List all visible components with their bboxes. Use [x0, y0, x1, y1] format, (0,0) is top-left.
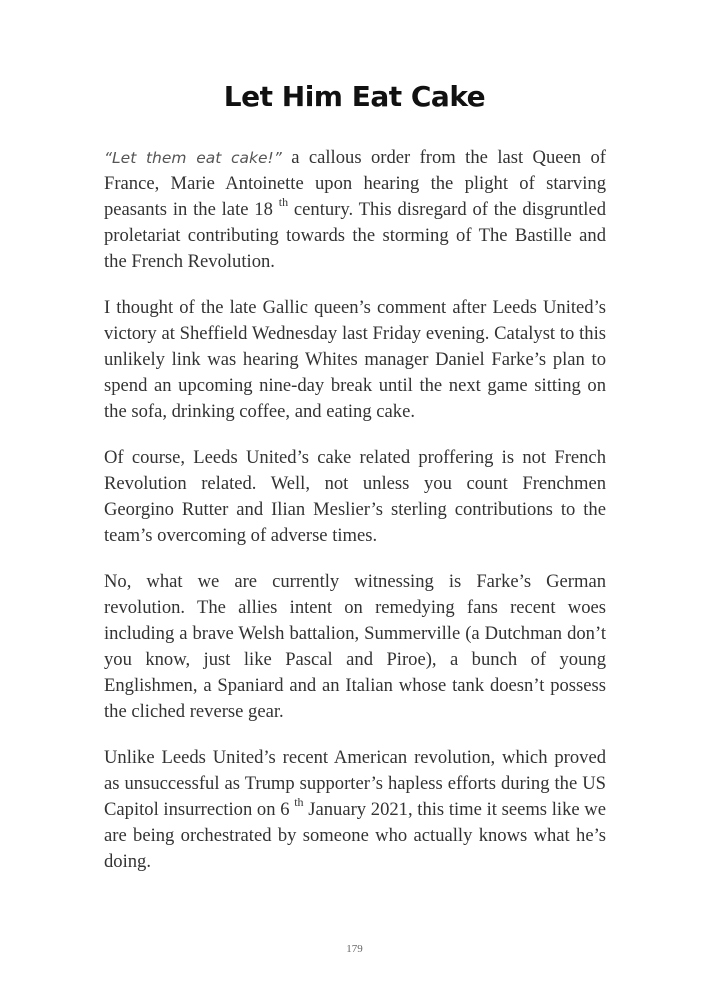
- article-body: [104, 145, 606, 895]
- paragraph-2: I thought of the late Gallic queen’s comment after Leeds United’s victory at Sheffield Wednesday last Friday evening. Catalyst to this unlikely link was hearing Whites manager Daniel Farke’s plan to spend an upcoming nine-day break until the next game sitting on the sofa, drinking coffee, and eating cake.: [104, 297, 606, 422]
- paragraph-text: January 2021, this time it seems like we are being orchestrated by someone who actually knows what he’s doing.: [104, 799, 606, 872]
- paragraph-4: No, what we are currently witnessing is Farke’s German revolution. The allies intent on remedying fans recent woes including a brave Welsh battalion, Summerville (a Dutchman don’t you know, just like Pascal and Piroe), a bunch of young Englishmen, a Spaniard and an Italian whose tank doesn’t possess the cliched reverse gear.: [104, 571, 606, 722]
- superscript: th: [278, 195, 289, 209]
- page-number: 179: [346, 943, 363, 955]
- paragraph-text: century. This disregard of the disgruntled proletariat contributing towards the storming of The Bastille and the French Revolution.: [104, 199, 606, 272]
- paragraph-3: Of course, Leeds United’s cake related proffering is not French Revolution related. Well, not unless you count Frenchmen Georgino Rutter and Ilian Meslier’s sterling contributions to the team’s overcoming of adverse times.: [104, 447, 606, 546]
- opening-quote: “Let them eat cake!”: [104, 149, 282, 167]
- page-title: Let Him Eat Cake: [223, 80, 486, 113]
- paragraph-text: Unlike Leeds United’s recent American revolution, which proved as unsuccessful as Trump supporter’s hapless efforts during the US Capitol insurrection on 6: [104, 747, 606, 820]
- paragraph-text: a callous order from the last Queen of France, Marie Antoinette upon hearing the plight of starving peasants in the late 18: [104, 147, 606, 220]
- paragraph-1: [104, 145, 606, 275]
- paragraph-5: [104, 745, 606, 875]
- superscript: th: [294, 795, 304, 809]
